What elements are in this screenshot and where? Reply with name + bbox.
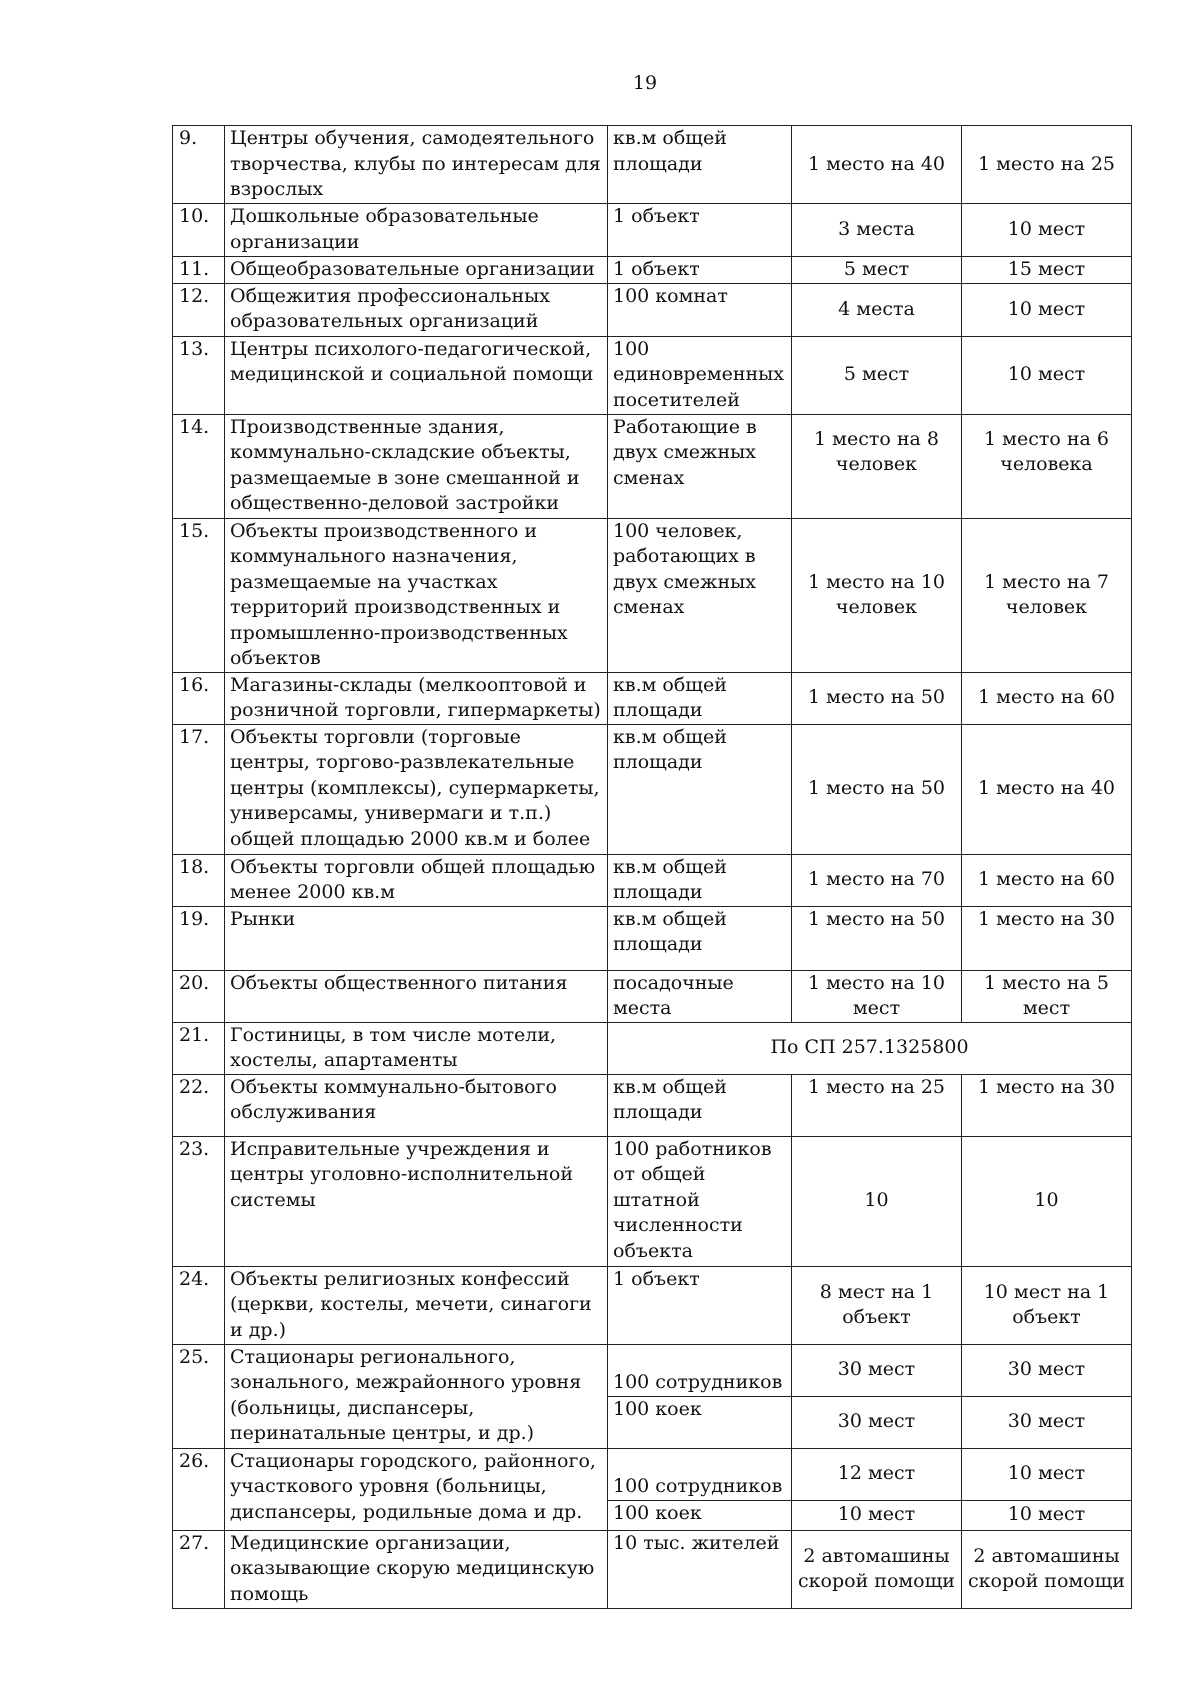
calc-unit: посадочные места: [608, 970, 792, 1022]
calc-unit: 1 объект: [608, 204, 792, 257]
table-row: [173, 283, 1132, 336]
table-row: [173, 518, 1132, 672]
row-number: 18.: [173, 854, 225, 906]
norm-value-1: 12 мест: [792, 1448, 962, 1500]
norm-value-1: 5 мест: [792, 336, 962, 414]
norm-value-1: 1 место на 40: [792, 126, 962, 204]
calc-unit: 100 работников от общей штатной численности объекта: [608, 1136, 792, 1266]
row-number: 27.: [173, 1530, 225, 1608]
row-number: 21.: [173, 1022, 225, 1074]
object-name: Объекты торговли (торговые центры, торгово-развлекательные центры (комплексы), супермаркеты, универсамы, универмаги и т.п.) общей площадью 2000 кв.м и более: [225, 724, 608, 854]
norm-value-1: 1 место на 10 человек: [792, 518, 962, 672]
object-name: Объекты общественного питания: [225, 970, 608, 1022]
row-number: 13.: [173, 336, 225, 414]
table-row: [173, 1022, 1132, 1074]
object-name: Дошкольные образовательные организации: [225, 204, 608, 257]
table-row: [173, 854, 1132, 906]
table-row: [173, 126, 1132, 204]
object-name: Стационары регионального, зонального, межрайонного уровня (больницы, диспансеры, перинатальные центры, и др.): [225, 1344, 608, 1448]
row-number: 10.: [173, 204, 225, 257]
table-row: [173, 724, 1132, 854]
norm-value-2: 10: [962, 1136, 1132, 1266]
calc-unit: 100 коек: [608, 1500, 792, 1530]
norm-value-2: 1 место на 5 мест: [962, 970, 1132, 1022]
table-row: [173, 1074, 1132, 1136]
object-name: Общеобразовательные организации: [225, 257, 608, 284]
calc-unit: кв.м общей площади: [608, 672, 792, 724]
object-name: Стационары городского, районного, участкового уровня (больницы, диспансеры, родильные дома и др.: [225, 1448, 608, 1530]
table-row: [173, 1344, 1132, 1396]
row-number: 12.: [173, 283, 225, 336]
norm-value-2: 15 мест: [962, 257, 1132, 284]
norm-value-1: 1 место на 8 человек: [792, 414, 962, 518]
row-number: 15.: [173, 518, 225, 672]
object-name: Объекты религиозных конфессий (церкви, костелы, мечети, синагоги и др.): [225, 1266, 608, 1344]
object-name: Медицинские организации, оказывающие скорую медицинскую помощь: [225, 1530, 608, 1608]
norm-value-1: 1 место на 50: [792, 724, 962, 854]
calc-unit: кв.м общей площади: [608, 906, 792, 970]
calc-unit: 1 объект: [608, 257, 792, 284]
norm-value-2: 10 мест: [962, 283, 1132, 336]
norm-value-2: 30 мест: [962, 1344, 1132, 1396]
object-name: Центры психолого-педагогической, медицинской и социальной помощи: [225, 336, 608, 414]
norm-value-1: 30 мест: [792, 1396, 962, 1448]
table-row: [173, 336, 1132, 414]
norm-value-2: 1 место на 30: [962, 906, 1132, 970]
calc-unit: 100 комнат: [608, 283, 792, 336]
calc-unit: 100 единовременных посетителей: [608, 336, 792, 414]
norm-value-1: 5 мест: [792, 257, 962, 284]
page-number: 19: [632, 72, 658, 94]
calc-unit: кв.м общей площади: [608, 1074, 792, 1136]
row-number: 19.: [173, 906, 225, 970]
table-row: [173, 414, 1132, 518]
row-number: 22.: [173, 1074, 225, 1136]
row-number: 23.: [173, 1136, 225, 1266]
calc-unit: 100 сотрудников: [608, 1448, 792, 1500]
norm-value-1: 10 мест: [792, 1500, 962, 1530]
norm-value-2: 1 место на 60: [962, 672, 1132, 724]
object-name: Производственные здания, коммунально-складские объекты, размещаемые в зоне смешанной и общественно-деловой застройки: [225, 414, 608, 518]
object-name: Рынки: [225, 906, 608, 970]
row-number: 25.: [173, 1344, 225, 1448]
object-name: Магазины-склады (мелкооптовой и розничной торговли, гипермаркеты): [225, 672, 608, 724]
norm-value-1: 10: [792, 1136, 962, 1266]
object-name: Исправительные учреждения и центры уголовно-исполнительной системы: [225, 1136, 608, 1266]
table-row: [173, 1266, 1132, 1344]
object-name: Объекты коммунально-бытового обслуживания: [225, 1074, 608, 1136]
object-name: Объекты торговли общей площадью менее 2000 кв.м: [225, 854, 608, 906]
calc-unit: кв.м общей площади: [608, 854, 792, 906]
table-row: [173, 970, 1132, 1022]
norm-value-2: 1 место на 30: [962, 1074, 1132, 1136]
norm-value-2: 10 мест: [962, 204, 1132, 257]
norm-value-1: 1 место на 70: [792, 854, 962, 906]
table-row: [173, 204, 1132, 257]
calc-unit: 100 человек, работающих в двух смежных сменах: [608, 518, 792, 672]
norm-value-2: 2 автомашины скорой помощи: [962, 1530, 1132, 1608]
norm-value-2: 10 мест на 1 объект: [962, 1266, 1132, 1344]
table-row: [173, 1448, 1132, 1500]
norm-value-2: 10 мест: [962, 1448, 1132, 1500]
row-number: 20.: [173, 970, 225, 1022]
calc-unit: кв.м общей площади: [608, 724, 792, 854]
parking-norms-table: [172, 125, 1132, 1609]
table-row: [173, 1136, 1132, 1266]
norm-value-1: 8 мест на 1 объект: [792, 1266, 962, 1344]
object-name: Объекты производственного и коммунального назначения, размещаемые на участках территорий производственных и промышленно-производственных объектов: [225, 518, 608, 672]
table-row: [173, 672, 1132, 724]
calc-unit: 10 тыс. жителей: [608, 1530, 792, 1608]
norm-value-1: 4 места: [792, 283, 962, 336]
norm-value-2: 10 мест: [962, 336, 1132, 414]
row-number: 17.: [173, 724, 225, 854]
norm-value-2: 1 место на 6 человека: [962, 414, 1132, 518]
table-row: [173, 1530, 1132, 1608]
norm-value-2: 1 место на 40: [962, 724, 1132, 854]
calc-unit: 1 объект: [608, 1266, 792, 1344]
norm-value-1: 30 мест: [792, 1344, 962, 1396]
norm-value-1: 1 место на 50: [792, 906, 962, 970]
norm-reference: По СП 257.1325800: [608, 1022, 1132, 1074]
table-row: [173, 257, 1132, 284]
norm-value-1: 1 место на 25: [792, 1074, 962, 1136]
norm-value-2: 1 место на 7 человек: [962, 518, 1132, 672]
norm-value-2: 1 место на 25: [962, 126, 1132, 204]
object-name: Общежития профессиональных образовательных организаций: [225, 283, 608, 336]
norm-value-2: 10 мест: [962, 1500, 1132, 1530]
row-number: 11.: [173, 257, 225, 284]
row-number: 14.: [173, 414, 225, 518]
calc-unit: Работающие в двух смежных сменах: [608, 414, 792, 518]
calc-unit: 100 коек: [608, 1396, 792, 1448]
norm-value-2: 30 мест: [962, 1396, 1132, 1448]
object-name: Гостиницы, в том числе мотели, хостелы, апартаменты: [225, 1022, 608, 1074]
norm-value-1: 1 место на 50: [792, 672, 962, 724]
row-number: 24.: [173, 1266, 225, 1344]
norm-value-1: 3 места: [792, 204, 962, 257]
norm-value-1: 1 место на 10 мест: [792, 970, 962, 1022]
row-number: 9.: [173, 126, 225, 204]
norm-value-2: 1 место на 60: [962, 854, 1132, 906]
norm-value-1: 2 автомашины скорой помощи: [792, 1530, 962, 1608]
calc-unit: 100 сотрудников: [608, 1344, 792, 1396]
calc-unit: кв.м общей площади: [608, 126, 792, 204]
row-number: 16.: [173, 672, 225, 724]
object-name: Центры обучения, самодеятельного творчества, клубы по интересам для взрослых: [225, 126, 608, 204]
row-number: 26.: [173, 1448, 225, 1530]
table-row: [173, 906, 1132, 970]
